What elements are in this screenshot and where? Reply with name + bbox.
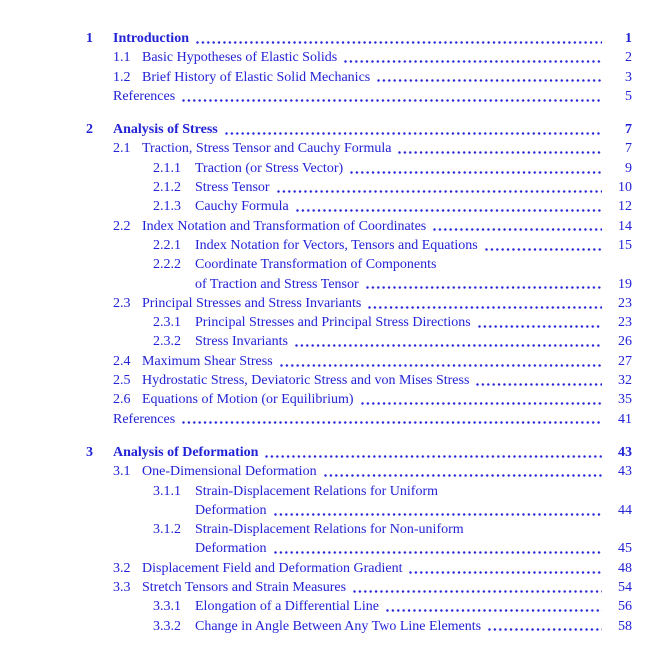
entry-page-number: 23 bbox=[618, 315, 632, 331]
entry-title: Basic Hypotheses of Elastic Solids bbox=[142, 50, 338, 66]
entry-title: Stress Invariants bbox=[195, 334, 288, 350]
entry-number: 2.1.2 bbox=[153, 180, 181, 196]
dot-leader bbox=[344, 60, 602, 63]
entry-page-number: 48 bbox=[618, 560, 632, 576]
entry-number: 2.1.3 bbox=[153, 199, 181, 215]
entry-title: Stress Tensor bbox=[195, 180, 270, 196]
toc-references[interactable] bbox=[86, 87, 632, 106]
entry-page-number: 44 bbox=[618, 502, 632, 518]
entry-number: 1.2 bbox=[113, 69, 131, 85]
entry-number: 2.5 bbox=[113, 373, 131, 389]
dot-leader bbox=[386, 609, 602, 612]
entry-number: 2.6 bbox=[113, 392, 131, 408]
dot-leader bbox=[366, 286, 602, 289]
entry-title: of Traction and Stress Tensor bbox=[195, 276, 359, 292]
dot-leader bbox=[488, 628, 602, 631]
dot-leader bbox=[353, 590, 602, 593]
entry-number: 2.3 bbox=[113, 295, 131, 311]
toc-entry-continuation[interactable] bbox=[86, 501, 632, 520]
toc-entry-3.3.1[interactable] bbox=[86, 597, 632, 616]
dot-leader bbox=[182, 421, 602, 424]
toc-entry-2.2.2[interactable] bbox=[86, 255, 632, 274]
toc-entry-2.3.1[interactable] bbox=[86, 313, 632, 332]
entry-number: 2.4 bbox=[113, 353, 131, 369]
entry-title: Principal Stresses and Stress Invariants bbox=[142, 295, 362, 311]
entry-page-number: 12 bbox=[618, 199, 632, 215]
dot-leader bbox=[350, 171, 602, 174]
entry-number: 3.1 bbox=[113, 464, 131, 480]
toc-entry-2.1.3[interactable] bbox=[86, 197, 632, 216]
toc-entry-2.5[interactable] bbox=[86, 371, 632, 390]
dot-leader bbox=[296, 209, 602, 212]
entry-number: 3.3.2 bbox=[153, 618, 181, 634]
dot-leader bbox=[274, 551, 602, 554]
dot-leader bbox=[476, 383, 602, 386]
entry-title: Strain-Displacement Relations for Uniform bbox=[195, 483, 438, 499]
dot-leader bbox=[368, 306, 602, 309]
entry-title: Coordinate Transformation of Components bbox=[195, 257, 437, 273]
entry-page-number: 35 bbox=[618, 392, 632, 408]
entry-page-number: 43 bbox=[618, 464, 632, 480]
entry-title: Stretch Tensors and Strain Measures bbox=[142, 580, 347, 596]
toc-entry-1[interactable] bbox=[86, 29, 632, 48]
entry-page-number: 56 bbox=[618, 599, 632, 615]
entry-number: 2.1.1 bbox=[153, 160, 181, 176]
entry-title: Elongation of a Differential Line bbox=[195, 599, 380, 615]
dot-leader bbox=[377, 79, 602, 82]
dot-leader bbox=[361, 402, 602, 405]
entry-page-number: 1 bbox=[625, 31, 632, 46]
entry-page-number: 5 bbox=[625, 88, 632, 104]
dot-leader bbox=[478, 325, 602, 328]
entry-title: Maximum Shear Stress bbox=[142, 353, 273, 369]
entry-page-number: 7 bbox=[625, 141, 632, 157]
entry-title: Cauchy Formula bbox=[195, 199, 289, 215]
entry-page-number: 45 bbox=[618, 541, 632, 557]
entry-page-number: 32 bbox=[618, 373, 632, 389]
dot-leader bbox=[265, 455, 602, 458]
toc-entry-3[interactable] bbox=[86, 443, 632, 462]
entry-page-number: 27 bbox=[618, 353, 632, 369]
dot-leader bbox=[324, 474, 602, 477]
entry-page-number: 41 bbox=[618, 411, 632, 427]
dot-leader bbox=[485, 248, 602, 251]
toc-entry-2.2[interactable] bbox=[86, 217, 632, 236]
entry-title: Hydrostatic Stress, Deviatoric Stress and von Mises Stress bbox=[142, 373, 470, 389]
entry-title: One-Dimensional Deformation bbox=[142, 464, 317, 480]
dot-leader bbox=[409, 571, 602, 574]
dot-leader bbox=[295, 344, 602, 347]
toc-entry-2.1.1[interactable] bbox=[86, 159, 632, 178]
toc-entry-2.3[interactable] bbox=[86, 294, 632, 313]
entry-title: References bbox=[113, 411, 176, 427]
entry-title: Introduction bbox=[113, 31, 189, 46]
toc-entry-continuation[interactable] bbox=[86, 539, 632, 558]
entry-page-number: 7 bbox=[625, 122, 632, 138]
dot-leader bbox=[277, 190, 602, 193]
entry-page-number: 19 bbox=[618, 276, 632, 292]
dot-leader bbox=[398, 151, 602, 154]
entry-page-number: 3 bbox=[625, 69, 632, 85]
toc-entry-3.2[interactable] bbox=[86, 559, 632, 578]
entry-title: Brief History of Elastic Solid Mechanics bbox=[142, 69, 371, 85]
toc-entry-2.1.2[interactable] bbox=[86, 178, 632, 197]
entry-title: Traction (or Stress Vector) bbox=[195, 160, 344, 176]
entry-number: 1 bbox=[86, 31, 93, 46]
entry-page-number: 9 bbox=[625, 160, 632, 176]
toc-entry-2.3.2[interactable] bbox=[86, 332, 632, 351]
entry-page-number: 54 bbox=[618, 580, 632, 596]
dot-leader bbox=[280, 364, 602, 367]
toc-entry-3.1[interactable] bbox=[86, 462, 632, 481]
entry-title: Deformation bbox=[195, 502, 267, 518]
entry-title: Deformation bbox=[195, 541, 267, 557]
entry-number: 2 bbox=[86, 122, 93, 138]
entry-page-number: 15 bbox=[618, 237, 632, 253]
dot-leader bbox=[196, 41, 602, 44]
entry-number: 2.1 bbox=[113, 141, 131, 157]
entry-title: Index Notation for Vectors, Tensors and Equations bbox=[195, 237, 478, 253]
entry-page-number: 23 bbox=[618, 295, 632, 311]
entry-number: 2.3.1 bbox=[153, 315, 181, 331]
entry-title: Traction, Stress Tensor and Cauchy Formula bbox=[142, 141, 392, 157]
entry-number: 3.1.2 bbox=[153, 522, 181, 538]
dot-leader bbox=[182, 99, 602, 102]
entry-number: 2.2 bbox=[113, 218, 131, 234]
toc-entry-2.1[interactable] bbox=[86, 139, 632, 158]
entry-title: Analysis of Stress bbox=[113, 122, 218, 138]
entry-title: Equations of Motion (or Equilibrium) bbox=[142, 392, 354, 408]
toc-entry-3.3.2[interactable] bbox=[86, 617, 632, 636]
entry-page-number: 14 bbox=[618, 218, 632, 234]
dot-leader bbox=[274, 513, 602, 516]
entry-number: 2.2.1 bbox=[153, 237, 181, 253]
entry-title: Analysis of Deformation bbox=[113, 444, 259, 460]
entry-page-number: 26 bbox=[618, 334, 632, 350]
entry-number: 3.3.1 bbox=[153, 599, 181, 615]
toc-entry-3.1.1[interactable] bbox=[86, 482, 632, 501]
entry-page-number: 43 bbox=[618, 444, 632, 460]
toc-references[interactable] bbox=[86, 410, 632, 429]
toc-entry-1.2[interactable] bbox=[86, 68, 632, 87]
dot-leader bbox=[225, 132, 602, 135]
toc-entry-2.6[interactable] bbox=[86, 390, 632, 409]
entry-number: 3.3 bbox=[113, 580, 131, 596]
entry-title: Change in Angle Between Any Two Line Elements bbox=[195, 618, 482, 634]
entry-page-number: 58 bbox=[618, 618, 632, 634]
entry-number: 3.1.1 bbox=[153, 483, 181, 499]
entry-page-number: 2 bbox=[625, 50, 632, 66]
entry-number: 1.1 bbox=[113, 50, 131, 66]
entry-title: References bbox=[113, 88, 176, 104]
entry-title: Displacement Field and Deformation Gradient bbox=[142, 560, 403, 576]
entry-number: 3.2 bbox=[113, 560, 131, 576]
entry-title: Principal Stresses and Principal Stress Directions bbox=[195, 315, 471, 331]
toc-entry-2[interactable] bbox=[86, 120, 632, 139]
dot-leader bbox=[433, 228, 602, 231]
entry-number: 2.3.2 bbox=[153, 334, 181, 350]
toc-entry-1.1[interactable] bbox=[86, 48, 632, 67]
entry-title: Index Notation and Transformation of Coordinates bbox=[142, 218, 427, 234]
toc-entry-3.1.2[interactable] bbox=[86, 520, 632, 539]
entry-number: 3 bbox=[86, 444, 93, 460]
entry-title: Strain-Displacement Relations for Non-uniform bbox=[195, 522, 464, 538]
toc-entry-2.2.1[interactable] bbox=[86, 236, 632, 255]
toc-entry-continuation[interactable] bbox=[86, 275, 632, 294]
entry-page-number: 10 bbox=[618, 180, 632, 196]
toc-entry-2.4[interactable] bbox=[86, 352, 632, 371]
toc-entry-3.3[interactable] bbox=[86, 578, 632, 597]
entry-number: 2.2.2 bbox=[153, 257, 181, 273]
